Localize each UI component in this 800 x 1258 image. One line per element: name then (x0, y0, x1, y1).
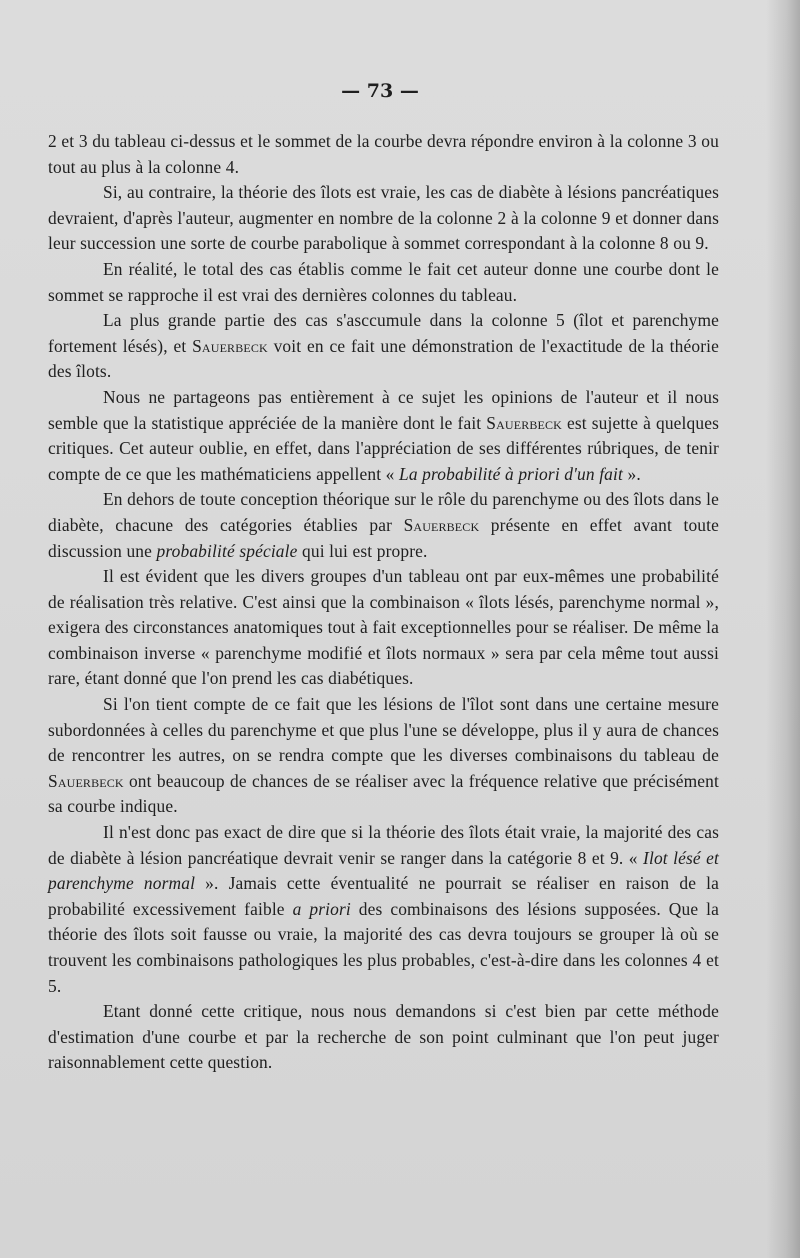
text-run: Nous ne partageons pas entièrement à ce sujet les opinions de l'auteur et il nous semble que la statistique appréciée de la manière dont le fait (48, 386, 719, 433)
text-run: voit en ce fait une démonstration de l'exactitude de la théorie des îlots. (48, 335, 719, 382)
text-run: 2 et 3 du tableau ci-dessus et le sommet de la courbe devra répondre environ à la colonne 3 ou tout au plus à la colonne 4. (48, 131, 719, 177)
text-run: ». (623, 463, 641, 484)
page-body-text (48, 129, 719, 1076)
author-name: Sauerbeck (48, 770, 124, 791)
text-run: est sujette à quelques critiques. Cet auteur oublie, en effet, dans l'appréciation de ses différentes rúbriques, de tenir compte de ce que les mathématiciens appellent « (48, 412, 719, 484)
paragraph (48, 564, 719, 692)
text-run: présente en effet avant toute discussion une (48, 514, 719, 561)
paragraph (48, 487, 719, 564)
text-run: ». Jamais cette éventualité ne pourrait se réaliser en raison de la probabilité excessivement faible (48, 873, 719, 919)
text-run: ont beaucoup de chances de se réaliser avec la fréquence relative que précisément sa courbe indique. (48, 770, 719, 817)
text-run: Il est évident que les divers groupes d'un tableau ont par eux-mêmes une probabilité de réalisation très relative. C'est ainsi que la combinaison « îlots lésés, parenchyme normal », exigera des circonstances anatomiques tout à fait exceptionnelles pour se réaliser. De même la combinaison inverse « parenchyme modifié et îlots normaux » sera par cela même tout aussi rare, étant donné que l'on prend les cas diabétiques. (48, 566, 719, 689)
author-name: Sauerbeck (192, 335, 268, 356)
text-run: Etant donné cette critique, nous nous demandons si c'est bien par cette méthode d'estimation d'une courbe et par la recherche de son point culminant que l'on peut juger raisonnablement cette question. (48, 1001, 719, 1073)
text-run: Il n'est donc pas exact de dire que si la théorie des îlots était vraie, la majorité des cas de diabète à lésion pancréatique devrait venir se ranger dans la catégorie 8 et 9. « (48, 822, 719, 868)
paragraph (48, 129, 719, 180)
paragraph (48, 385, 719, 487)
text-run: La plus grande partie des cas s'asccumule dans la colonne 5 (îlot et parenchyme fortement lésés), et (48, 310, 719, 356)
author-name: Sauerbeck (486, 412, 562, 433)
text-run: En réalité, le total des cas établis comme le fait cet auteur donne une courbe dont le sommet se rapproche il est vrai des dernières colonnes du tableau. (48, 258, 719, 305)
paragraph (48, 692, 719, 820)
paragraph (48, 999, 719, 1076)
text-run: En dehors de toute conception théorique sur le rôle du parenchyme ou des îlots dans le diabète, chacune des catégories établies par (48, 489, 719, 535)
page-edge-shadow (766, 0, 800, 1258)
author-name: Sauerbeck (403, 514, 480, 535)
paragraph (48, 257, 719, 308)
paragraph (48, 308, 719, 385)
italic-phrase: probabilité spéciale (156, 540, 298, 561)
paragraph (48, 180, 719, 257)
text-run: qui lui est propre. (297, 540, 428, 561)
text-run: des combinaisons des lésions supposées. Que la théorie des îlots soit fausse ou vraie, la majorité des cas devra toujours se grouper là où se trouvent les combinaisons pathologiques les plus probables, c'est-à-dire dans les colonnes 4 et 5. (48, 898, 719, 996)
italic-phrase: a priori (292, 898, 351, 919)
page-number: — 73 — (341, 80, 419, 102)
italic-phrase: La probabilité à priori d'un fait (399, 463, 623, 484)
italic-phrase: Ilot lésé et parenchyme normal (48, 847, 719, 894)
text-run: Si l'on tient compte de ce fait que les lésions de l'îlot sont dans une certaine mesure subordonnées à celles du parenchyme et que plus l'une se développe, plus il y aura de chances de rencontrer les autres, on se rendra compte que les diverses combinaisons du tableau de (48, 694, 719, 766)
paragraph (48, 820, 719, 999)
text-run: Si, au contraire, la théorie des îlots est vraie, les cas de diabète à lésions pancréatiques devraient, d'après l'auteur, augmenter en nombre de la colonne 2 à la colonne 9 et donner dans leur succession une sorte de courbe parabolique à sommet correspondant à la colonne 8 ou 9. (48, 182, 719, 254)
